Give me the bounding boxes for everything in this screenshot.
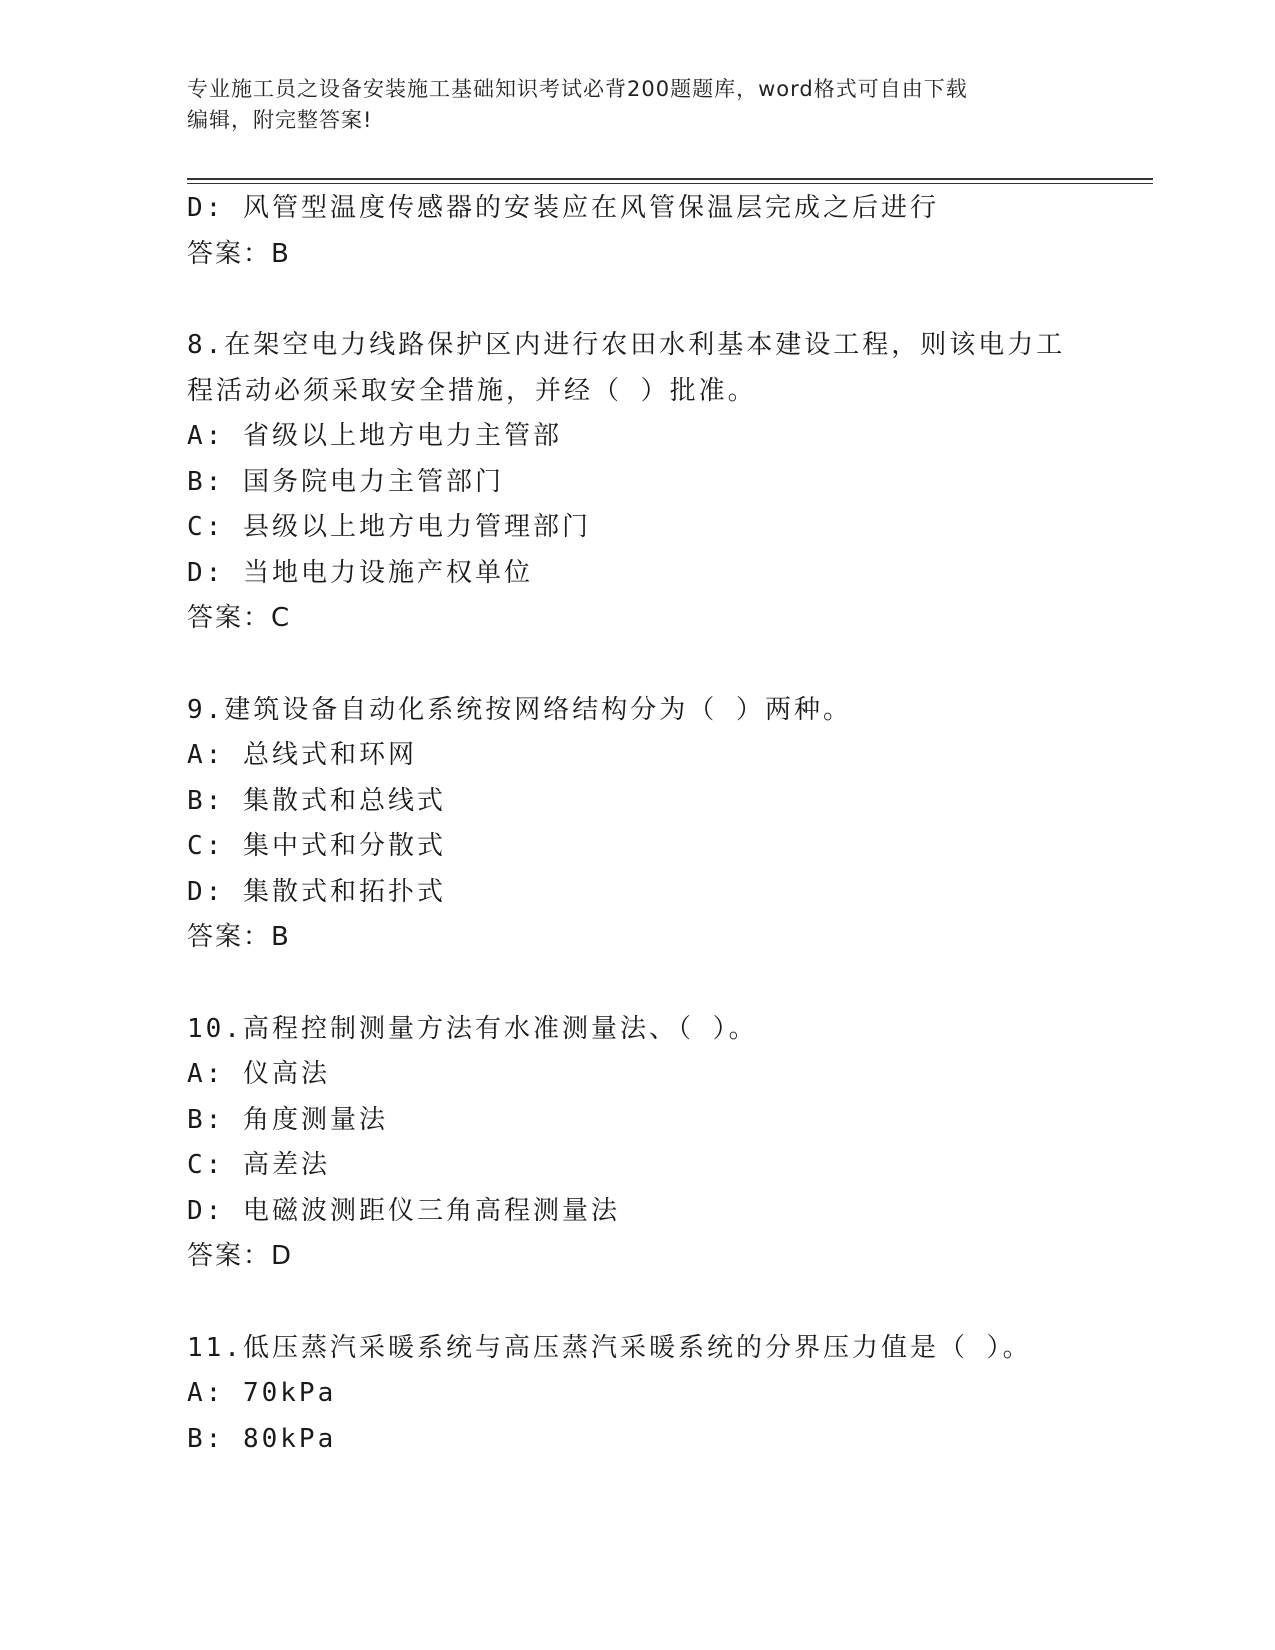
option-a: A: 70kPa xyxy=(187,1378,337,1408)
option-c: C: 县级以上地方电力管理部门 xyxy=(187,512,591,542)
document-header xyxy=(187,74,1067,136)
question-list xyxy=(187,186,1153,1462)
option-d: D: 当地电力设施产权单位 xyxy=(187,557,533,588)
answer-label: 答案：B xyxy=(187,922,291,952)
option-c: C: 高差法 xyxy=(187,1150,330,1180)
option-b: B: 国务院电力主管部门 xyxy=(187,466,504,497)
answer-label: 答案：D xyxy=(187,1241,294,1271)
question-spacer xyxy=(187,277,1153,323)
option-d: D: 风管型温度传感器的安装应在风管保温层完成之后进行 xyxy=(187,193,939,223)
question-stem: 9.建筑设备自动化系统按网络结构分为（ ）两种。 xyxy=(187,694,852,725)
option-b: B: 80kPa xyxy=(187,1423,337,1454)
option-c: C: 集中式和分散式 xyxy=(187,831,446,861)
question-spacer xyxy=(187,642,1153,688)
question-stem: 11.低压蒸汽采暖系统与高压蒸汽采暖系统的分界压力值是（ ）。 xyxy=(187,1332,1032,1363)
answer-label: 答案：C xyxy=(187,603,292,633)
question-stem: 程活动必须采取安全措施，并经（ ）批准。 xyxy=(187,375,757,406)
option-a: A: 总线式和环网 xyxy=(187,740,417,770)
answer-label: 答案：B xyxy=(187,238,291,269)
option-a: A: 省级以上地方电力主管部 xyxy=(187,421,562,451)
option-d: D: 集散式和拓扑式 xyxy=(187,876,446,907)
question-stem: 8.在架空电力线路保护区内进行农田水利基本建设工程，则该电力工 xyxy=(187,330,1066,360)
header-divider-thick xyxy=(187,178,1153,180)
option-b: B: 角度测量法 xyxy=(187,1104,388,1135)
question-stem: 10.高程控制测量方法有水准测量法、（ ）。 xyxy=(187,1013,758,1044)
header-title-line2: 编辑，附完整答案! xyxy=(187,108,373,132)
option-a: A: 仪高法 xyxy=(187,1059,330,1089)
question-spacer xyxy=(187,961,1153,1007)
header-divider-thin xyxy=(187,183,1153,184)
header-title-line1: 专业施工员之设备安装施工基础知识考试必背200题题库，word格式可自由下载 xyxy=(187,77,968,101)
option-d: D: 电磁波测距仪三角高程测量法 xyxy=(187,1195,620,1226)
question-spacer xyxy=(187,1280,1153,1326)
option-b: B: 集散式和总线式 xyxy=(187,785,446,816)
